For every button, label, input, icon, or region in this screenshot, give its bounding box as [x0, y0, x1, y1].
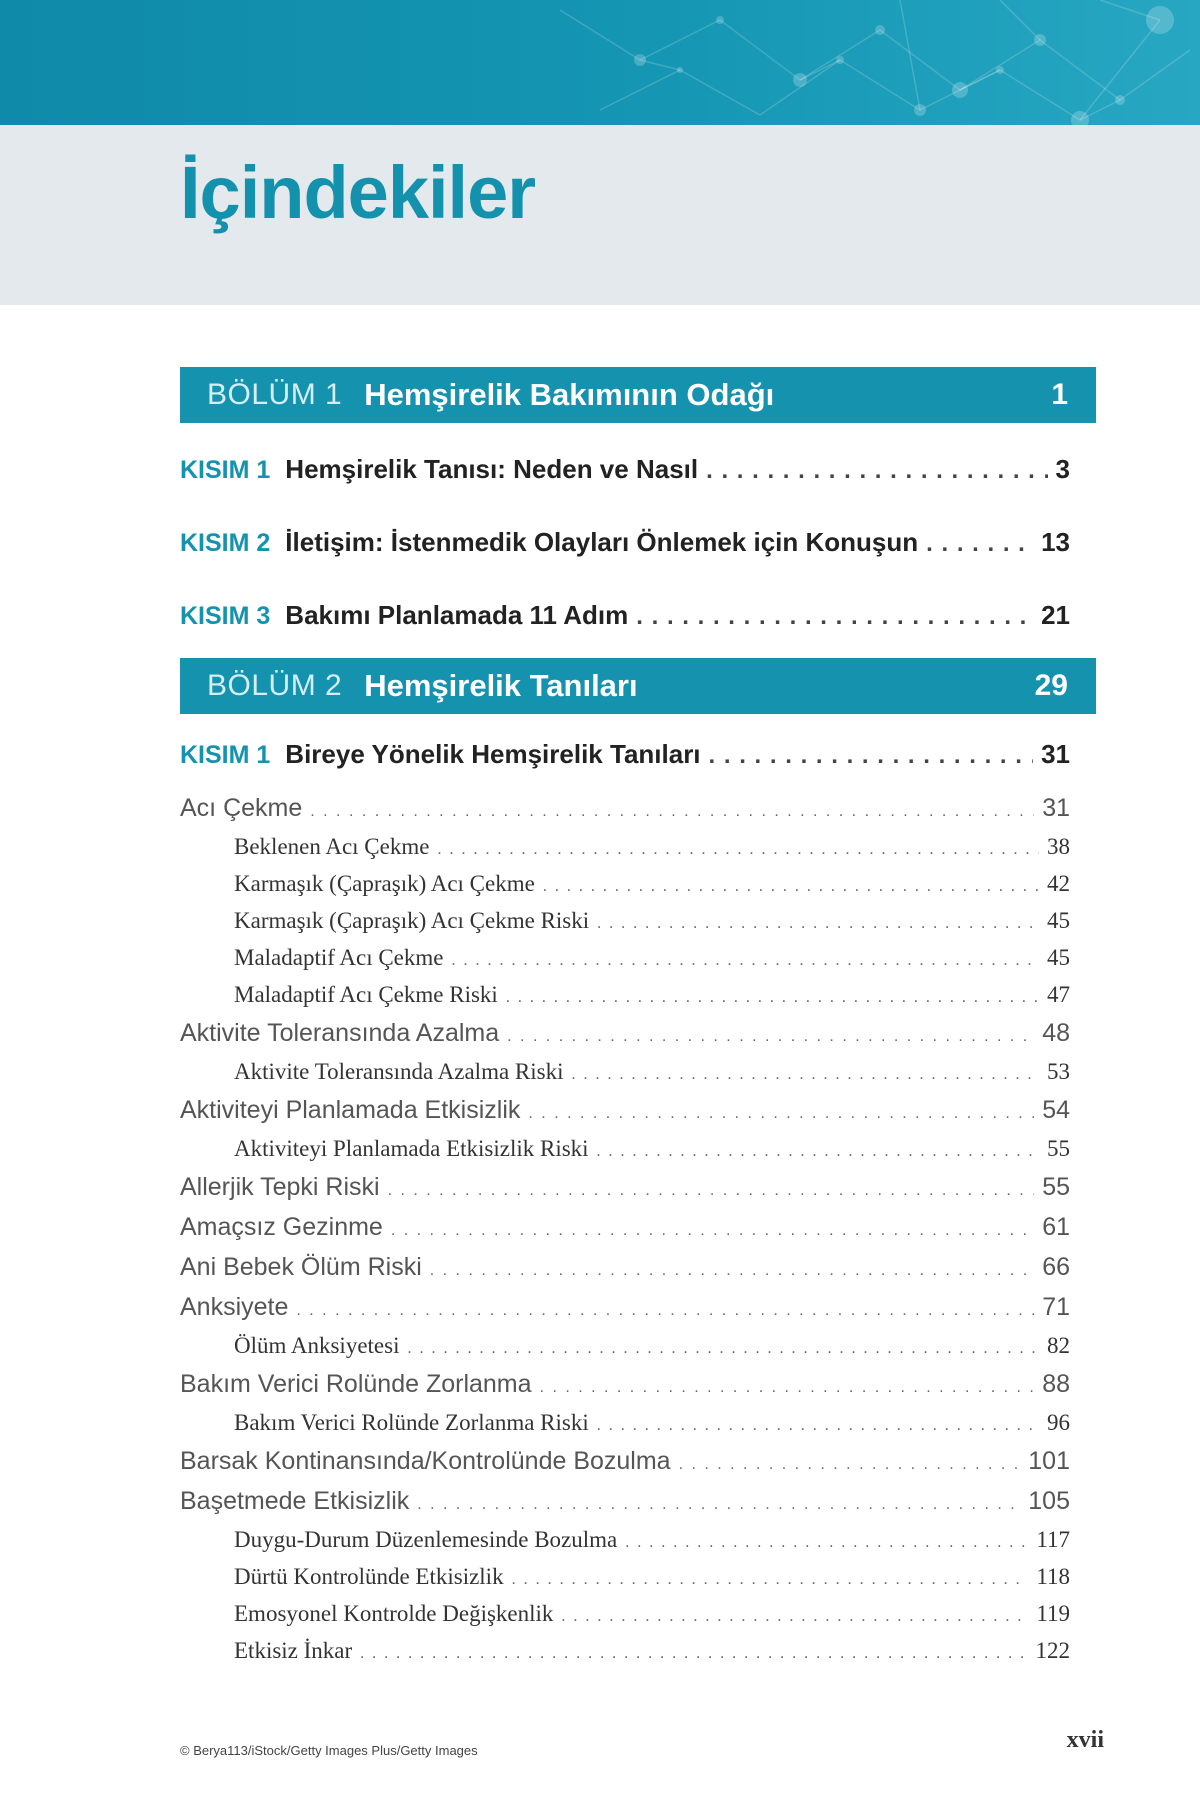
entry-title: Emosyonel Kontrolde Değişkenlik [234, 1601, 554, 1626]
entry-title: Maladaptif Acı Çekme [234, 945, 444, 970]
part-page: 29 [1034, 669, 1068, 702]
part-header[interactable] [180, 658, 1096, 714]
leader-dots [417, 1485, 1020, 1525]
network-pattern-graphic [0, 0, 1200, 125]
entry-page: 118 [1036, 1564, 1070, 1589]
entry-title: Bakım Verici Rolünde Zorlanma [180, 1370, 532, 1398]
section-row[interactable] [180, 579, 1096, 652]
leader-dots [625, 1524, 1028, 1561]
part-title: Hemşirelik Bakımının Odağı [364, 377, 775, 412]
toc-subentry[interactable] [180, 1130, 1096, 1167]
section-title: Hemşirelik Tanısı: Neden ve Nasıl [285, 454, 699, 484]
section-title: Bakımı Planlamada 11 Adım [285, 600, 629, 630]
leader-dots [597, 1407, 1039, 1444]
entry-title: Bakım Verici Rolünde Zorlanma Riski [234, 1410, 589, 1435]
toc-subentry[interactable] [180, 976, 1096, 1013]
toc-entry[interactable] [180, 1090, 1096, 1130]
entry-page: 105 [1028, 1487, 1070, 1515]
page-title: İçindekiler [180, 151, 536, 234]
entry-page: 119 [1036, 1601, 1070, 1626]
part-title: Hemşirelik Tanıları [364, 668, 638, 703]
leader-dots [561, 1598, 1028, 1635]
part-number: BÖLÜM 2 [207, 669, 343, 702]
leader-dots [296, 1291, 1034, 1331]
toc-subentry[interactable] [180, 865, 1096, 902]
entry-page: 71 [1042, 1293, 1070, 1321]
entry-page: 54 [1042, 1096, 1070, 1124]
entry-title: Acı Çekme [180, 794, 303, 822]
section-number: KISIM 3 [180, 602, 271, 630]
entry-title: Maladaptif Acı Çekme Riski [234, 982, 498, 1007]
entry-title: Başetmede Etkisizlik [180, 1487, 410, 1515]
entry-page: 88 [1042, 1370, 1070, 1398]
toc-entry[interactable] [180, 1441, 1096, 1481]
table-of-contents [180, 367, 1096, 1669]
toc-subentry[interactable] [180, 1327, 1096, 1364]
leader-dots [452, 942, 1040, 979]
leader-dots [926, 507, 1033, 580]
toc-entry[interactable] [180, 1364, 1096, 1404]
entry-page: 55 [1047, 1136, 1070, 1161]
entry-page: 117 [1036, 1527, 1070, 1552]
section-number: KISIM 1 [180, 456, 271, 484]
toc-subentry[interactable] [180, 1404, 1096, 1441]
leader-dots [506, 979, 1039, 1016]
entry-page: 48 [1042, 1019, 1070, 1047]
entry-title: Allerjik Tepki Riski [180, 1173, 380, 1201]
entry-title: Etkisiz İnkar [234, 1638, 353, 1663]
page-number: xvii [1066, 1727, 1104, 1753]
leader-dots [636, 580, 1033, 653]
leader-dots [528, 1094, 1034, 1134]
leader-dots [391, 1211, 1034, 1251]
entry-title: Beklenen Acı Çekme [234, 834, 430, 859]
image-credit: © Berya113/iStock/Getty Images Plus/Getty Images [180, 1743, 478, 1758]
entry-title: Aktiviteyi Planlamada Etkisizlik [180, 1096, 521, 1124]
entry-page: 96 [1047, 1410, 1070, 1435]
entry-title: Karmaşık (Çapraşık) Acı Çekme [234, 871, 535, 896]
section-title: Bireye Yönelik Hemşirelik Tanıları [285, 739, 701, 769]
entry-list [180, 788, 1096, 1669]
section-title: İletişim: İstenmedik Olayları Önlemek için Konuşun [285, 527, 919, 557]
leader-dots [407, 1330, 1039, 1367]
entry-title: Aktiviteyi Planlamada Etkisizlik Riski [234, 1136, 589, 1161]
toc-entry[interactable] [180, 1287, 1096, 1327]
toc-entry[interactable] [180, 1013, 1096, 1053]
header-banner [0, 0, 1200, 125]
entry-page: 82 [1047, 1333, 1070, 1358]
toc-subentry[interactable] [180, 1053, 1096, 1090]
toc-subentry[interactable] [180, 1558, 1096, 1595]
entry-page: 45 [1047, 908, 1070, 933]
section-page: 13 [1041, 527, 1070, 557]
entry-title: Duygu-Durum Düzenlemesinde Bozulma [234, 1527, 618, 1552]
entry-page: 66 [1042, 1253, 1070, 1281]
leader-dots [597, 905, 1039, 942]
part-number: BÖLÜM 1 [207, 378, 343, 411]
entry-page: 31 [1042, 794, 1070, 822]
entry-page: 55 [1042, 1173, 1070, 1201]
leader-dots [430, 1251, 1034, 1291]
entry-title: Amaçsız Gezinme [180, 1213, 383, 1241]
entry-page: 122 [1035, 1638, 1070, 1663]
toc-subentry[interactable] [180, 1595, 1096, 1632]
section-page: 3 [1055, 454, 1070, 484]
leader-dots [706, 434, 1047, 507]
leader-dots [597, 1133, 1039, 1170]
toc-subentry[interactable] [180, 828, 1096, 865]
entry-title: Aktivite Toleransında Azalma [180, 1019, 500, 1047]
part-2 [180, 658, 1096, 784]
leader-dots [540, 1368, 1035, 1408]
entry-title: Barsak Kontinansında/Kontrolünde Bozulma [180, 1447, 671, 1475]
section-number: KISIM 1 [180, 741, 271, 769]
entry-page: 38 [1047, 834, 1070, 859]
part-header[interactable] [180, 367, 1096, 423]
toc-entry[interactable] [180, 1247, 1096, 1287]
toc-entry[interactable] [180, 788, 1096, 828]
section-number: KISIM 2 [180, 529, 271, 557]
leader-dots [388, 1171, 1035, 1211]
leader-dots [507, 1017, 1034, 1057]
section-row[interactable] [180, 433, 1096, 506]
entry-title: Ölüm Anksiyetesi [234, 1333, 400, 1358]
toc-subentry[interactable] [180, 939, 1096, 976]
toc-entry[interactable] [180, 1207, 1096, 1247]
entry-page: 45 [1047, 945, 1070, 970]
section-row[interactable] [180, 506, 1096, 579]
entry-page: 101 [1028, 1447, 1070, 1475]
toc-subentry[interactable] [180, 902, 1096, 939]
leader-dots [360, 1635, 1027, 1672]
leader-dots [679, 1445, 1021, 1485]
toc-entry[interactable] [180, 1481, 1096, 1521]
leader-dots [543, 868, 1039, 905]
section-page: 21 [1041, 600, 1070, 630]
entry-title: Aktivite Toleransında Azalma Riski [234, 1059, 564, 1084]
entry-page: 47 [1047, 982, 1070, 1007]
section-row[interactable] [180, 724, 1096, 784]
entry-title: Dürtü Kontrolünde Etkisizlik [234, 1564, 504, 1589]
leader-dots [709, 726, 1034, 786]
entry-page: 42 [1047, 871, 1070, 896]
entry-title: Karmaşık (Çapraşık) Acı Çekme Riski [234, 908, 590, 933]
toc-subentry[interactable] [180, 1632, 1096, 1669]
entry-title: Ani Bebek Ölüm Riski [180, 1253, 422, 1281]
leader-dots [437, 831, 1039, 868]
leader-dots [572, 1056, 1040, 1093]
entry-title: Anksiyete [180, 1293, 289, 1321]
part-page: 1 [1051, 378, 1068, 411]
section-page: 31 [1041, 739, 1070, 769]
leader-dots [310, 792, 1034, 832]
entry-page: 53 [1047, 1059, 1070, 1084]
toc-subentry[interactable] [180, 1521, 1096, 1558]
entry-page: 61 [1042, 1213, 1070, 1241]
part-1 [180, 367, 1096, 652]
toc-entry[interactable] [180, 1167, 1096, 1207]
leader-dots [512, 1561, 1029, 1598]
